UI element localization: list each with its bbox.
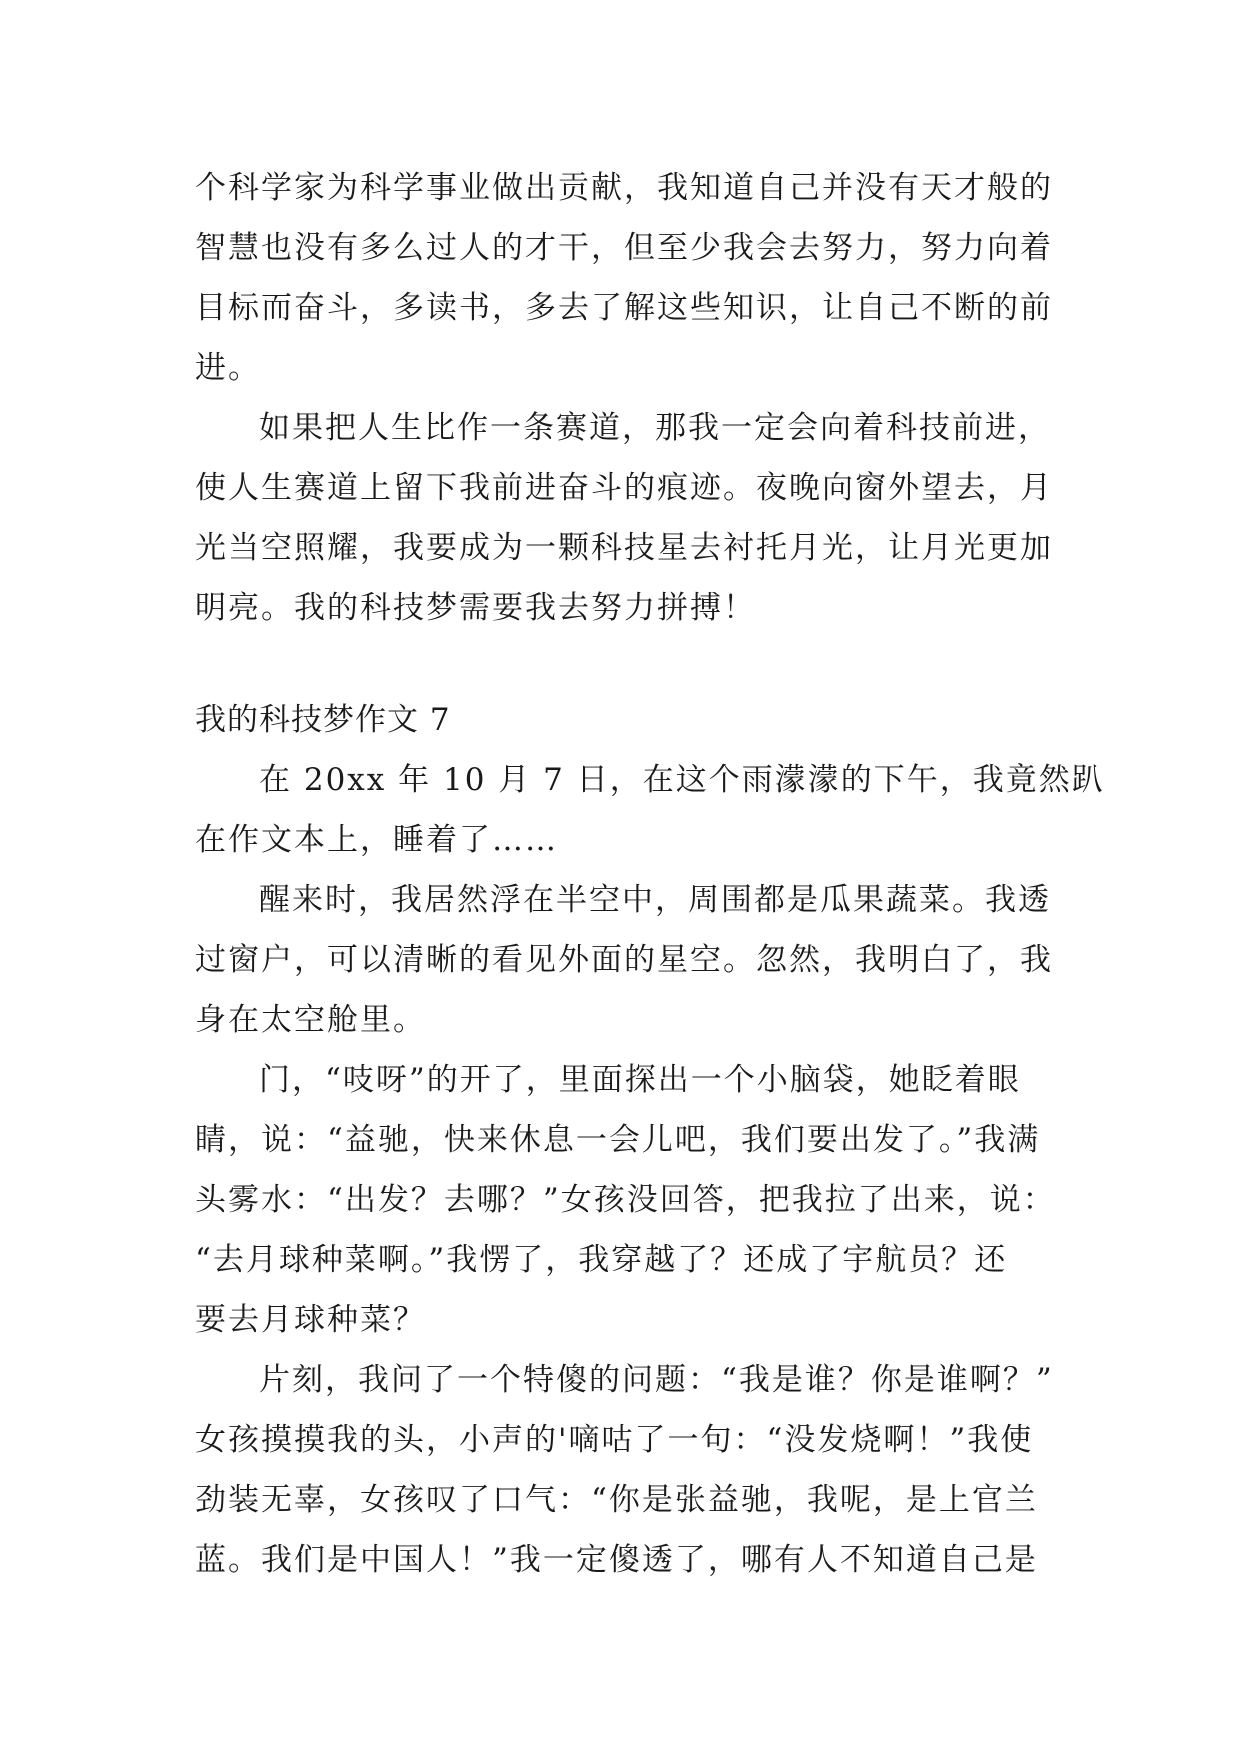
text-line: 劲装无辜，女孩叹了口气：“你是张益驰，我呢，是上官兰 xyxy=(195,1482,1038,1518)
text-line: 门，“吱呀”的开了，里面探出一个小脑袋，她眨着眼 xyxy=(259,1062,1021,1098)
text-line: 要去月球种菜？ xyxy=(195,1302,426,1338)
text-line: 头雾水：“出发？去哪？”女孩没回答，把我拉了出来，说： xyxy=(195,1182,1056,1218)
text-line: 进。 xyxy=(195,350,261,386)
paragraph xyxy=(195,750,1105,870)
text-line: 睛，说：“益驰，快来休息一会儿吧，我们要出发了。”我满 xyxy=(195,1122,1041,1158)
text-line: 女孩摸摸我的头，小声的'嘀咕了一句：“没发烧啊！”我使 xyxy=(195,1422,1034,1458)
text-line: 身在太空舱里。 xyxy=(195,1002,426,1038)
text-line: 目标而奋斗，多读书，多去了解这些知识，让自己不断的前 xyxy=(195,290,1053,326)
paragraph xyxy=(195,870,1075,1050)
paragraph xyxy=(195,1050,1075,1350)
text-line: 过窗户，可以清晰的看见外面的星空。忽然，我明白了，我 xyxy=(195,942,1053,978)
text-line: 醒来时，我居然浮在半空中，周围都是瓜果蔬菜。我透 xyxy=(259,882,1051,918)
text-line: 蓝。我们是中国人！”我一定傻透了，哪有人不知道自己是 xyxy=(195,1542,1038,1578)
document-page xyxy=(195,158,1105,1590)
text-line: 在 20xx 年 10 月 7 日，在这个雨濛濛的下午，我竟然趴 xyxy=(259,762,1105,798)
text-line: 明亮。我的科技梦需要我去努力拼搏！ xyxy=(195,590,756,626)
text-line: 使人生赛道上留下我前进奋斗的痕迹。夜晚向窗外望去，月 xyxy=(195,470,1053,506)
paragraph xyxy=(195,1350,1075,1590)
text-line: 片刻，我问了一个特傻的问题：“我是谁？你是谁啊？” xyxy=(259,1362,1054,1398)
text-line: 智慧也没有多么过人的才干，但至少我会去努力，努力向着 xyxy=(195,230,1053,266)
text-line: 个科学家为科学事业做出贡献，我知道自己并没有天才般的 xyxy=(195,170,1053,206)
paragraph xyxy=(195,158,1075,398)
section-title: 我的科技梦作文 7 xyxy=(195,702,451,738)
text-line: 如果把人生比作一条赛道，那我一定会向着科技前进， xyxy=(259,410,1051,446)
paragraph xyxy=(195,398,1075,638)
blank-space xyxy=(195,638,1075,690)
text-line: 在作文本上，睡着了…… xyxy=(195,822,558,858)
text-line: “去月球种菜啊。”我愣了，我穿越了？还成了宇航员？还 xyxy=(195,1242,1008,1278)
text-line: 光当空照耀，我要成为一颗科技星去衬托月光，让月光更加 xyxy=(195,530,1053,566)
